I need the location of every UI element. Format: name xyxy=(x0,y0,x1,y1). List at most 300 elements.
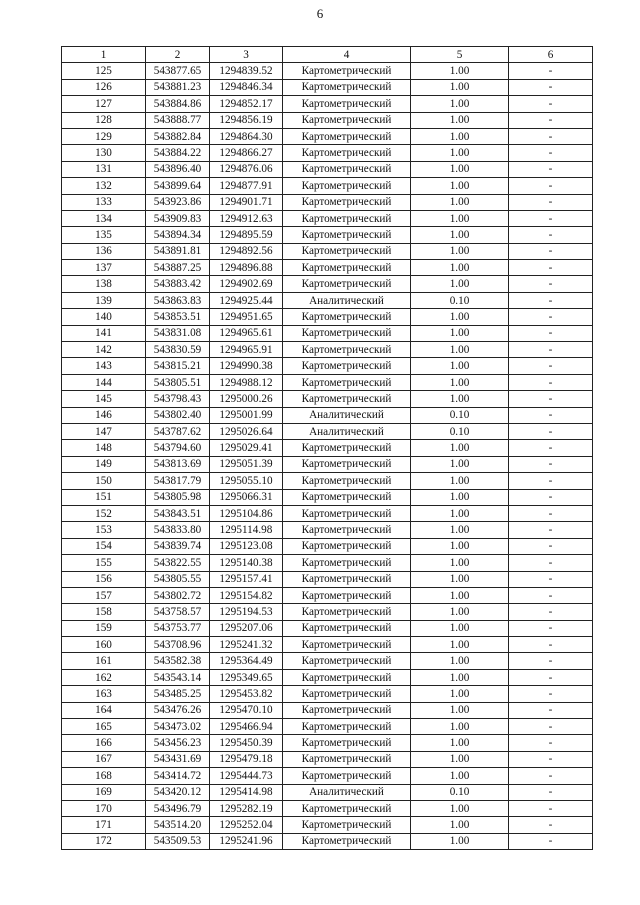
table-row xyxy=(62,702,593,718)
table-cell: 156 xyxy=(62,571,146,587)
table-cell: 166 xyxy=(62,735,146,751)
table-cell: - xyxy=(509,342,593,358)
table-cell: 141 xyxy=(62,325,146,341)
column-header: 6 xyxy=(509,47,593,63)
table-cell: - xyxy=(509,391,593,407)
table-cell: 161 xyxy=(62,653,146,669)
table-cell: 144 xyxy=(62,374,146,390)
table-row xyxy=(62,817,593,833)
table-cell: 1295104.86 xyxy=(210,505,283,521)
table-cell: - xyxy=(509,423,593,439)
table-cell: 140 xyxy=(62,309,146,325)
table-row xyxy=(62,309,593,325)
table-cell: 543758.57 xyxy=(146,604,210,620)
table-cell: - xyxy=(509,440,593,456)
table-cell: - xyxy=(509,292,593,308)
table-cell: Картометрический xyxy=(283,112,411,128)
table-cell: 1.00 xyxy=(411,391,509,407)
table-cell: Картометрический xyxy=(283,800,411,816)
table-cell: 126 xyxy=(62,79,146,95)
table-cell: 543476.26 xyxy=(146,702,210,718)
table-row xyxy=(62,63,593,79)
table-cell: 543896.40 xyxy=(146,161,210,177)
table-cell: 0.10 xyxy=(411,784,509,800)
table-cell: - xyxy=(509,538,593,554)
table-cell: 543485.25 xyxy=(146,686,210,702)
table-cell: 125 xyxy=(62,63,146,79)
table-row xyxy=(62,145,593,161)
table-cell: 543884.86 xyxy=(146,96,210,112)
table-cell: 170 xyxy=(62,800,146,816)
table-cell: 131 xyxy=(62,161,146,177)
table-row xyxy=(62,833,593,849)
table-cell: 1.00 xyxy=(411,63,509,79)
table-cell: 149 xyxy=(62,456,146,472)
table-cell: 1294965.61 xyxy=(210,325,283,341)
table-cell: 543496.79 xyxy=(146,800,210,816)
table-cell: 1.00 xyxy=(411,325,509,341)
table-cell: - xyxy=(509,473,593,489)
table-cell: 543817.79 xyxy=(146,473,210,489)
column-header: 5 xyxy=(411,47,509,63)
table-cell: 169 xyxy=(62,784,146,800)
table-cell: - xyxy=(509,276,593,292)
table-row xyxy=(62,751,593,767)
table-cell: 1295029.41 xyxy=(210,440,283,456)
table-cell: 543899.64 xyxy=(146,178,210,194)
table-cell: 154 xyxy=(62,538,146,554)
table-row xyxy=(62,571,593,587)
table-cell: 1295241.32 xyxy=(210,637,283,653)
table-cell: 1295000.26 xyxy=(210,391,283,407)
table-cell: Картометрический xyxy=(283,653,411,669)
table-cell: Картометрический xyxy=(283,604,411,620)
table-cell: 133 xyxy=(62,194,146,210)
table-cell: Картометрический xyxy=(283,571,411,587)
table-cell: 543798.43 xyxy=(146,391,210,407)
table-cell: 162 xyxy=(62,669,146,685)
table-cell: 1.00 xyxy=(411,161,509,177)
table-cell: 171 xyxy=(62,817,146,833)
table-cell: - xyxy=(509,735,593,751)
table-cell: 543787.62 xyxy=(146,423,210,439)
table-cell: 1.00 xyxy=(411,768,509,784)
table-cell: Картометрический xyxy=(283,391,411,407)
table-cell: - xyxy=(509,79,593,95)
table-cell: 1295157.41 xyxy=(210,571,283,587)
table-cell: 1294912.63 xyxy=(210,210,283,226)
table-cell: Картометрический xyxy=(283,719,411,735)
table-cell: 1.00 xyxy=(411,620,509,636)
table-cell: 1.00 xyxy=(411,440,509,456)
table-cell: 1.00 xyxy=(411,817,509,833)
table-cell: 1294990.38 xyxy=(210,358,283,374)
table-cell: 1295114.98 xyxy=(210,522,283,538)
table-cell: - xyxy=(509,653,593,669)
table-row xyxy=(62,505,593,521)
table-row xyxy=(62,161,593,177)
table-cell: - xyxy=(509,456,593,472)
table-row xyxy=(62,325,593,341)
table-cell: 155 xyxy=(62,555,146,571)
table-row xyxy=(62,637,593,653)
table-cell: - xyxy=(509,522,593,538)
table-cell: 136 xyxy=(62,243,146,259)
table-cell: - xyxy=(509,210,593,226)
table-cell: 1.00 xyxy=(411,210,509,226)
table-row xyxy=(62,407,593,423)
table-cell: 543473.02 xyxy=(146,719,210,735)
table-cell: 543431.69 xyxy=(146,751,210,767)
table-cell: 1295470.10 xyxy=(210,702,283,718)
table-cell: - xyxy=(509,571,593,587)
table-cell: 172 xyxy=(62,833,146,849)
table-cell: 543882.84 xyxy=(146,128,210,144)
table-row xyxy=(62,96,593,112)
table-cell: 1.00 xyxy=(411,505,509,521)
table-cell: 1.00 xyxy=(411,456,509,472)
table-cell: - xyxy=(509,358,593,374)
table-cell: Картометрический xyxy=(283,276,411,292)
table-cell: - xyxy=(509,719,593,735)
table-cell: - xyxy=(509,374,593,390)
table-cell: 1295450.39 xyxy=(210,735,283,751)
table-row xyxy=(62,784,593,800)
table-cell: Картометрический xyxy=(283,128,411,144)
table-cell: - xyxy=(509,96,593,112)
table-cell: 1295241.96 xyxy=(210,833,283,849)
table-cell: - xyxy=(509,260,593,276)
table-cell: 150 xyxy=(62,473,146,489)
table-cell: - xyxy=(509,800,593,816)
table-cell: Картометрический xyxy=(283,194,411,210)
table-cell: Картометрический xyxy=(283,555,411,571)
table-row xyxy=(62,800,593,816)
table-cell: 1.00 xyxy=(411,342,509,358)
table-cell: 1294846.34 xyxy=(210,79,283,95)
column-header: 4 xyxy=(283,47,411,63)
table-cell: Аналитический xyxy=(283,423,411,439)
table-row xyxy=(62,79,593,95)
table-cell: 1295194.53 xyxy=(210,604,283,620)
table-cell: 1294866.27 xyxy=(210,145,283,161)
table-cell: 135 xyxy=(62,227,146,243)
table-cell: 159 xyxy=(62,620,146,636)
table-cell: 1.00 xyxy=(411,145,509,161)
table-cell: 543891.81 xyxy=(146,243,210,259)
table-cell: 1.00 xyxy=(411,604,509,620)
table-cell: 128 xyxy=(62,112,146,128)
table-cell: 1.00 xyxy=(411,587,509,603)
table-cell: 1.00 xyxy=(411,227,509,243)
table-cell: 152 xyxy=(62,505,146,521)
table-cell: Картометрический xyxy=(283,522,411,538)
table-cell: - xyxy=(509,604,593,620)
table-row xyxy=(62,178,593,194)
table-cell: 1295140.38 xyxy=(210,555,283,571)
table-cell: - xyxy=(509,555,593,571)
table-cell: 1.00 xyxy=(411,276,509,292)
table-cell: Картометрический xyxy=(283,178,411,194)
table-cell: 543805.55 xyxy=(146,571,210,587)
table-cell: 543822.55 xyxy=(146,555,210,571)
column-header: 2 xyxy=(146,47,210,63)
table-cell: 164 xyxy=(62,702,146,718)
table-cell: - xyxy=(509,669,593,685)
table-cell: 1.00 xyxy=(411,260,509,276)
table-cell: 1.00 xyxy=(411,686,509,702)
table-cell: 1294988.12 xyxy=(210,374,283,390)
table-row xyxy=(62,112,593,128)
table-cell: 145 xyxy=(62,391,146,407)
table-row xyxy=(62,210,593,226)
table-row xyxy=(62,243,593,259)
table-cell: - xyxy=(509,751,593,767)
table-cell: 168 xyxy=(62,768,146,784)
table-cell: 1.00 xyxy=(411,833,509,849)
table-cell: 1.00 xyxy=(411,489,509,505)
table-cell: - xyxy=(509,145,593,161)
table-cell: Картометрический xyxy=(283,768,411,784)
table-cell: 543509.53 xyxy=(146,833,210,849)
table-cell: Картометрический xyxy=(283,538,411,554)
table-cell: 543923.86 xyxy=(146,194,210,210)
table-cell: 1294902.69 xyxy=(210,276,283,292)
table-cell: - xyxy=(509,489,593,505)
table-row xyxy=(62,686,593,702)
table-row xyxy=(62,194,593,210)
table-cell: 1295207.06 xyxy=(210,620,283,636)
table-cell: Аналитический xyxy=(283,292,411,308)
table-cell: 543883.42 xyxy=(146,276,210,292)
table-row xyxy=(62,374,593,390)
table-cell: 1.00 xyxy=(411,243,509,259)
table-cell: 1295282.19 xyxy=(210,800,283,816)
table-cell: 1295444.73 xyxy=(210,768,283,784)
table-cell: 543514.20 xyxy=(146,817,210,833)
table-cell: 0.10 xyxy=(411,292,509,308)
table-cell: - xyxy=(509,309,593,325)
table-cell: Картометрический xyxy=(283,161,411,177)
table-cell: - xyxy=(509,620,593,636)
table-cell: 1.00 xyxy=(411,194,509,210)
table-cell: 543815.21 xyxy=(146,358,210,374)
table-cell: Картометрический xyxy=(283,309,411,325)
table-cell: 163 xyxy=(62,686,146,702)
table-cell: 543839.74 xyxy=(146,538,210,554)
table-row xyxy=(62,440,593,456)
table-row xyxy=(62,128,593,144)
table-cell: Картометрический xyxy=(283,751,411,767)
table-cell: 148 xyxy=(62,440,146,456)
table-cell: 543831.08 xyxy=(146,325,210,341)
table-cell: 1.00 xyxy=(411,735,509,751)
table-cell: 1294901.71 xyxy=(210,194,283,210)
table-cell: 1.00 xyxy=(411,79,509,95)
table-row xyxy=(62,423,593,439)
table-cell: - xyxy=(509,817,593,833)
table-cell: 1.00 xyxy=(411,669,509,685)
table-cell: 543843.51 xyxy=(146,505,210,521)
table-cell: 1.00 xyxy=(411,309,509,325)
table-cell: Картометрический xyxy=(283,702,411,718)
table-row xyxy=(62,768,593,784)
table-cell: Картометрический xyxy=(283,686,411,702)
table-cell: 1.00 xyxy=(411,719,509,735)
table-cell: 1.00 xyxy=(411,178,509,194)
table-row xyxy=(62,456,593,472)
table-cell: - xyxy=(509,128,593,144)
table-cell: 1294877.91 xyxy=(210,178,283,194)
table-cell: 143 xyxy=(62,358,146,374)
table-cell: 1294951.65 xyxy=(210,309,283,325)
table-cell: 158 xyxy=(62,604,146,620)
table-cell: Картометрический xyxy=(283,833,411,849)
table-cell: 1294892.56 xyxy=(210,243,283,259)
table-cell: 543881.23 xyxy=(146,79,210,95)
table-cell: 138 xyxy=(62,276,146,292)
table-cell: Картометрический xyxy=(283,456,411,472)
table-cell: 543802.40 xyxy=(146,407,210,423)
table-cell: 543887.25 xyxy=(146,260,210,276)
table-cell: Картометрический xyxy=(283,473,411,489)
table-cell: - xyxy=(509,702,593,718)
table-row xyxy=(62,669,593,685)
table-cell: 1295479.18 xyxy=(210,751,283,767)
table-cell: 1295349.65 xyxy=(210,669,283,685)
table-cell: 130 xyxy=(62,145,146,161)
table-cell: 1294925.44 xyxy=(210,292,283,308)
coordinates-table xyxy=(61,46,593,850)
table-cell: 1.00 xyxy=(411,751,509,767)
table-cell: - xyxy=(509,227,593,243)
table-row xyxy=(62,358,593,374)
table-cell: 543414.72 xyxy=(146,768,210,784)
table-cell: Картометрический xyxy=(283,325,411,341)
table-cell: 1295055.10 xyxy=(210,473,283,489)
table-cell: - xyxy=(509,768,593,784)
table-row xyxy=(62,719,593,735)
table-cell: 0.10 xyxy=(411,407,509,423)
table-cell: 1.00 xyxy=(411,473,509,489)
table-cell: 1294896.88 xyxy=(210,260,283,276)
table-cell: - xyxy=(509,161,593,177)
table-cell: - xyxy=(509,243,593,259)
table-cell: 1295252.04 xyxy=(210,817,283,833)
table-cell: 543582.38 xyxy=(146,653,210,669)
table-cell: 1295364.49 xyxy=(210,653,283,669)
table-cell: - xyxy=(509,194,593,210)
table-cell: 543805.51 xyxy=(146,374,210,390)
table-cell: Картометрический xyxy=(283,63,411,79)
table-cell: 543888.77 xyxy=(146,112,210,128)
table-cell: Картометрический xyxy=(283,440,411,456)
table-cell: - xyxy=(509,686,593,702)
table-row xyxy=(62,227,593,243)
table-cell: 543543.14 xyxy=(146,669,210,685)
table-cell: 1295414.98 xyxy=(210,784,283,800)
table-cell: Аналитический xyxy=(283,407,411,423)
table-cell: 151 xyxy=(62,489,146,505)
table-cell: 1.00 xyxy=(411,571,509,587)
table-cell: Картометрический xyxy=(283,817,411,833)
table-cell: - xyxy=(509,63,593,79)
table-cell: 1295123.08 xyxy=(210,538,283,554)
table-cell: - xyxy=(509,178,593,194)
table-cell: 543420.12 xyxy=(146,784,210,800)
table-row xyxy=(62,391,593,407)
table-row xyxy=(62,342,593,358)
column-header: 3 xyxy=(210,47,283,63)
table-cell: Аналитический xyxy=(283,784,411,800)
table-cell: Картометрический xyxy=(283,358,411,374)
table-cell: 1295066.31 xyxy=(210,489,283,505)
table-cell: 543753.77 xyxy=(146,620,210,636)
table-cell: 1.00 xyxy=(411,555,509,571)
table-cell: 1295001.99 xyxy=(210,407,283,423)
table-cell: 543830.59 xyxy=(146,342,210,358)
table-cell: Картометрический xyxy=(283,260,411,276)
table-cell: 127 xyxy=(62,96,146,112)
table-cell: 543794.60 xyxy=(146,440,210,456)
table-cell: Картометрический xyxy=(283,620,411,636)
table-cell: 1294852.17 xyxy=(210,96,283,112)
table-cell: 1294856.19 xyxy=(210,112,283,128)
table-cell: 167 xyxy=(62,751,146,767)
table-cell: Картометрический xyxy=(283,145,411,161)
table-cell: 139 xyxy=(62,292,146,308)
table-cell: 142 xyxy=(62,342,146,358)
table-cell: 543853.51 xyxy=(146,309,210,325)
table-cell: 543708.96 xyxy=(146,637,210,653)
table-cell: - xyxy=(509,407,593,423)
table-cell: 1.00 xyxy=(411,128,509,144)
table-cell: 157 xyxy=(62,587,146,603)
table-cell: 543813.69 xyxy=(146,456,210,472)
table-cell: 1.00 xyxy=(411,637,509,653)
column-header: 1 xyxy=(62,47,146,63)
table-row xyxy=(62,653,593,669)
table-cell: 1.00 xyxy=(411,702,509,718)
table-cell: 137 xyxy=(62,260,146,276)
table-cell: 1294839.52 xyxy=(210,63,283,79)
table-cell: 147 xyxy=(62,423,146,439)
table-cell: 1.00 xyxy=(411,374,509,390)
table-cell: Картометрический xyxy=(283,210,411,226)
table-cell: 543805.98 xyxy=(146,489,210,505)
table-cell: 153 xyxy=(62,522,146,538)
table-cell: Картометрический xyxy=(283,505,411,521)
table-cell: Картометрический xyxy=(283,735,411,751)
table-row xyxy=(62,587,593,603)
table-cell: 1.00 xyxy=(411,358,509,374)
table-cell: Картометрический xyxy=(283,342,411,358)
table-cell: 1.00 xyxy=(411,538,509,554)
table-row xyxy=(62,260,593,276)
table-cell: 1294864.30 xyxy=(210,128,283,144)
table-row xyxy=(62,538,593,554)
table-cell: Картометрический xyxy=(283,243,411,259)
table-cell: Картометрический xyxy=(283,637,411,653)
table-row xyxy=(62,620,593,636)
table-body xyxy=(62,63,593,850)
table-cell: 129 xyxy=(62,128,146,144)
table-cell: 543456.23 xyxy=(146,735,210,751)
table-cell: 132 xyxy=(62,178,146,194)
table-cell: 160 xyxy=(62,637,146,653)
table-cell: 1294876.06 xyxy=(210,161,283,177)
table-cell: 1.00 xyxy=(411,653,509,669)
